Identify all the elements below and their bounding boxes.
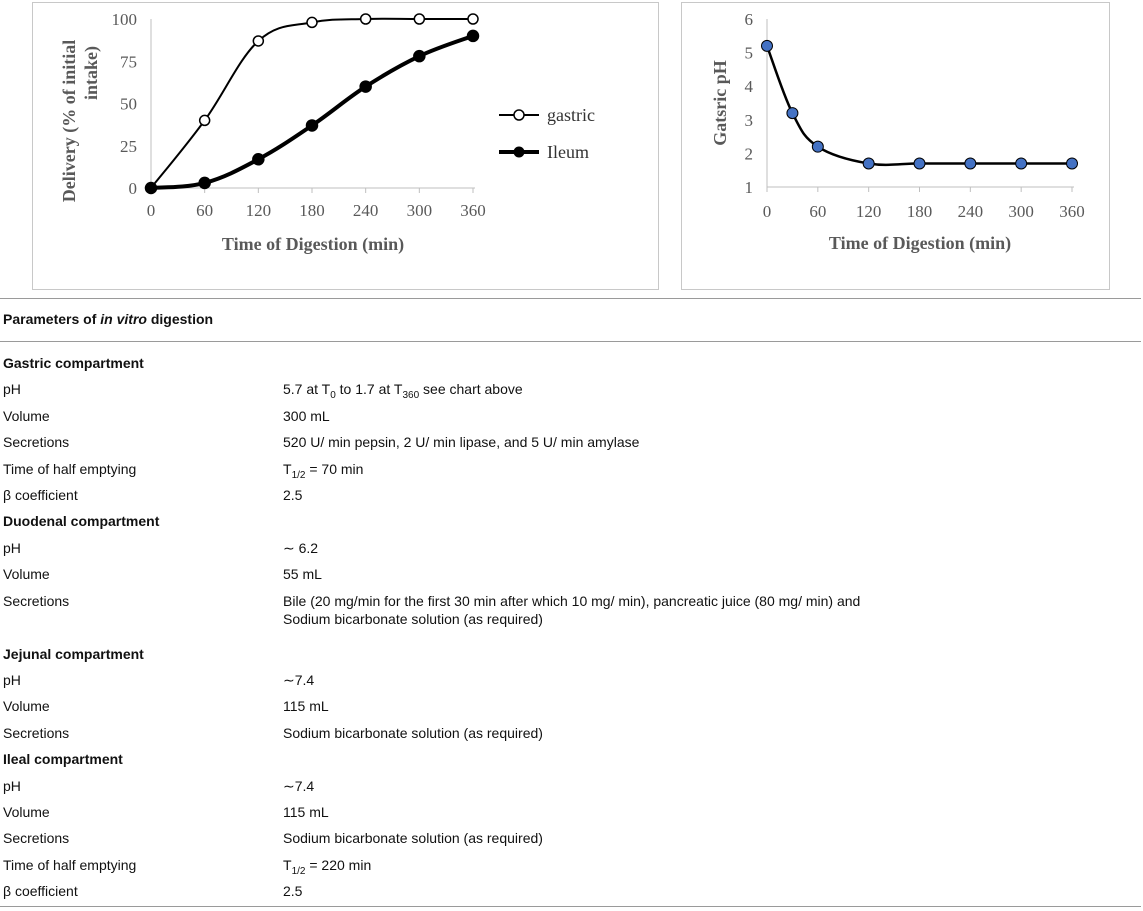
x-tick-label: 180 (299, 201, 325, 220)
y-tick-label: 75 (120, 52, 137, 72)
table-title-prefix: Parameters of (3, 311, 101, 327)
x-tick-label: 60 (196, 201, 214, 220)
row-label: Volume (3, 804, 50, 820)
table-title-suffix: digestion (146, 311, 214, 327)
ph-data-point (965, 158, 976, 169)
row-value: 115 mL (283, 698, 329, 715)
x-tick-label: 180 (906, 202, 933, 221)
data-point-gastric (253, 36, 263, 46)
x-tick-label: 360 (460, 201, 486, 220)
row-label: Secretions (3, 434, 70, 451)
data-point-gastric (200, 115, 210, 125)
x-tick-label: 300 (1008, 202, 1034, 221)
ph-data-point (787, 108, 798, 119)
y-tick-label: 2 (744, 144, 753, 164)
row-label: Time of half emptying (3, 856, 137, 873)
row-value: Sodium bicarbonate solution (as required) (283, 724, 543, 741)
data-point-ileum (307, 120, 318, 131)
delivery-chart-points (146, 14, 479, 194)
x-tick-label: 240 (352, 201, 379, 220)
row-value: 300 mL (283, 407, 330, 424)
row-value: 5.7 at $T_0$ to 1.7 at $T_{360}$ see chart above (283, 381, 523, 402)
table-bottom-rule (0, 906, 1141, 907)
x-tick-label: 60 (809, 202, 827, 221)
y-tick-label: 100 (111, 10, 137, 29)
delivery-y-axis-label-line1: Delivery (% of initial (59, 39, 79, 203)
y-tick-label: 0 (128, 179, 137, 198)
row-label: Gastric compartment (3, 355, 144, 371)
row-value: ∼ 6.2 (283, 539, 319, 556)
y-tick-label: 6 (744, 10, 753, 29)
row-label: Secretions (3, 592, 70, 609)
row-label: pH (3, 539, 21, 556)
row-value: ∼7.4 (283, 672, 315, 688)
ph-chart (681, 2, 1110, 290)
ph-chart-svg (682, 3, 1109, 289)
row-value: ∼7.4 (283, 777, 315, 794)
x-tick-label: 120 (245, 201, 272, 220)
row-label: pH (3, 672, 21, 688)
delivery-chart-lines (151, 19, 473, 188)
row-label: β coefficient (3, 487, 78, 503)
ph-data-point (863, 158, 874, 169)
x-tick-label: 300 (406, 201, 433, 220)
data-point-ileum (199, 177, 210, 188)
y-tick-label: 3 (744, 110, 753, 130)
x-tick-label: 0 (146, 201, 156, 220)
delivery-legend (499, 105, 595, 162)
data-point-gastric (414, 14, 424, 24)
delivery-chart (32, 2, 659, 290)
table-title (3, 311, 213, 327)
row-label: Volume (3, 698, 50, 715)
row-label: Secretions (3, 724, 70, 741)
delivery-chart-svg (33, 3, 658, 289)
data-point-gastric (468, 14, 478, 24)
ph-chart-points (762, 40, 1078, 169)
ph-data-point (1016, 158, 1027, 169)
row-label: Time of half emptying (3, 460, 137, 477)
row-label: Jejunal compartment (3, 645, 144, 662)
ph-y-axis-label: Gatsric pH (710, 60, 730, 146)
row-label: pH (3, 381, 21, 398)
table-title-italic: in vitro (100, 311, 147, 327)
y-tick-label: 5 (744, 43, 753, 63)
row-value: $T_{1/2} = 70$ min (283, 460, 364, 481)
legend-gastric-marker (514, 110, 524, 120)
x-tick-label: 0 (762, 202, 772, 221)
row-value: Sodium bicarbonate solution (as required) (283, 830, 543, 847)
delivery-y-axis-label-line2: intake) (81, 46, 101, 100)
x-tick-label: 240 (957, 202, 984, 221)
data-point-ileum (360, 81, 371, 92)
data-point-gastric (361, 14, 371, 24)
row-value: 115 mL (283, 804, 329, 820)
series-line-gastric (151, 19, 473, 188)
y-tick-label: 50 (120, 94, 137, 114)
table-top-rule (0, 298, 1141, 299)
legend-ileum-label: Ileum (547, 142, 589, 162)
data-point-ileum (414, 51, 425, 62)
row-label: pH (3, 777, 21, 794)
row-label: β coefficient (3, 883, 78, 900)
row-label: Duodenal compartment (3, 513, 160, 530)
y-tick-label: 1 (744, 178, 753, 197)
ph-x-axis-label: Time of Digestion (min) (828, 233, 1012, 253)
y-tick-label: 4 (744, 77, 753, 97)
table-header-rule (0, 341, 1141, 342)
row-label: Ileal compartment (3, 751, 123, 768)
row-value: $T_{1/2} = 220$ min (283, 856, 372, 877)
legend-ileum-marker (514, 147, 525, 158)
row-value: 520 U/ min pepsin, 2 U/ min lipase, and 5 U/ min amylase (283, 434, 640, 451)
legend-gastric-label: gastric (547, 105, 595, 125)
data-point-ileum (146, 183, 157, 194)
ph-data-point (812, 141, 823, 152)
row-value: 2.5 (283, 883, 303, 900)
x-tick-label: 120 (855, 202, 882, 221)
x-tick-label: 360 (1059, 202, 1085, 221)
row-value: 2.5 (283, 487, 303, 503)
row-value: 55 mL (283, 566, 322, 583)
delivery-chart-axes (151, 19, 475, 188)
row-label: Secretions (3, 830, 70, 847)
ph-data-point (1067, 158, 1078, 169)
data-point-ileum (253, 154, 264, 165)
data-point-gastric (307, 17, 317, 27)
ph-data-point (762, 40, 773, 51)
row-value: Bile (20 mg/min for the first 30 min after which 10 mg/ min), pancreatic juice (80 mg/ min) and Sodium bicarbonate solution (as required) (283, 592, 861, 627)
delivery-x-axis-label: Time of Digestion (min) (221, 234, 405, 254)
row-label: Volume (3, 566, 50, 583)
y-tick-label: 25 (120, 136, 137, 156)
ph-data-point (914, 158, 925, 169)
row-label: Volume (3, 407, 50, 424)
data-point-ileum (468, 30, 479, 41)
